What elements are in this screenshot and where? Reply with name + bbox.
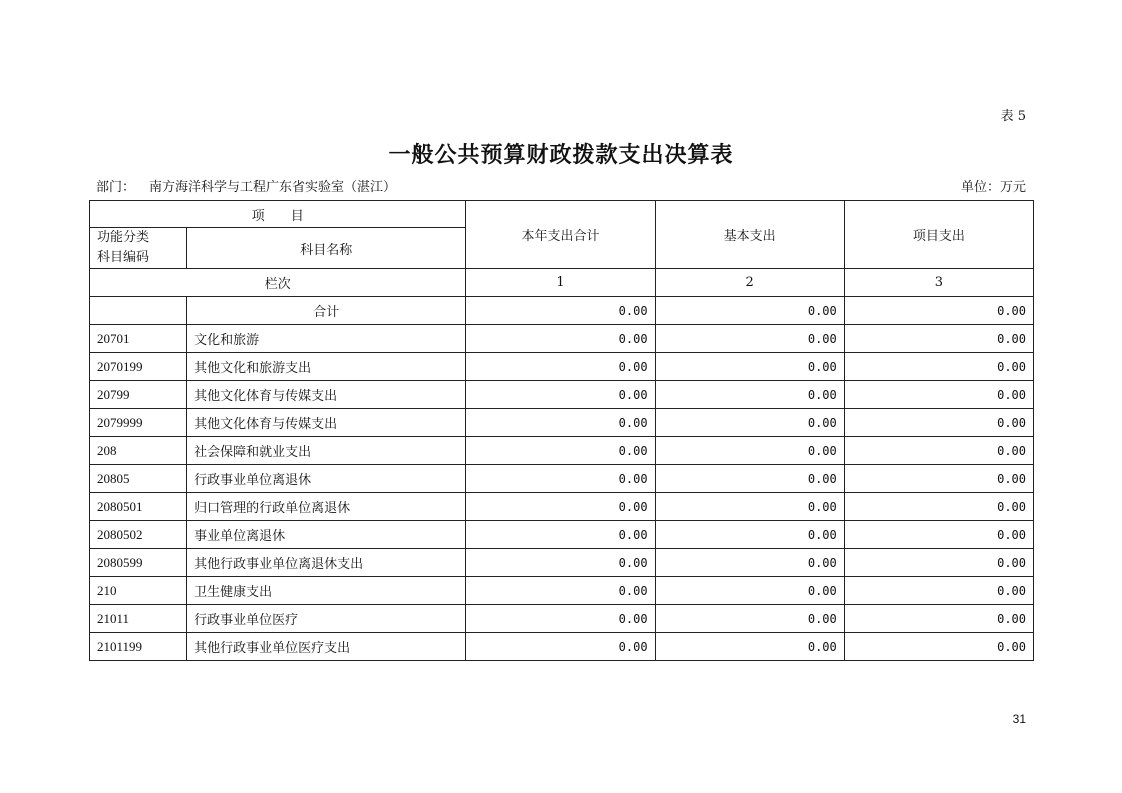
row-code: 20805 [90,465,187,493]
row-total: 0.00 [466,465,655,493]
row-code [90,297,187,325]
table-row [90,409,1034,437]
header-item: 项 目 [90,201,466,228]
row-name: 行政事业单位医疗 [187,605,466,633]
row-name: 文化和旅游 [187,325,466,353]
header-basic: 基本支出 [655,201,844,269]
row-code: 21011 [90,605,187,633]
table-row [90,381,1034,409]
row-name: 其他行政事业单位医疗支出 [187,633,466,661]
row-name: 行政事业单位离退休 [187,465,466,493]
row-total: 0.00 [466,633,655,661]
row-project: 0.00 [844,465,1033,493]
row-basic: 0.00 [655,521,844,549]
row-name: 其他文化和旅游支出 [187,353,466,381]
row-code: 2070199 [90,353,187,381]
row-total: 0.00 [466,577,655,605]
expenditure-table [89,200,1034,661]
row-code: 208 [90,437,187,465]
table-row [90,521,1034,549]
table-row [90,605,1034,633]
row-project: 0.00 [844,605,1033,633]
row-basic: 0.00 [655,577,844,605]
table-row [90,549,1034,577]
row-project: 0.00 [844,297,1033,325]
table-row [90,465,1034,493]
row-project: 0.00 [844,521,1033,549]
table-row [90,633,1034,661]
unit-label: 单位：万元 [960,180,1026,195]
row-project: 0.00 [844,409,1033,437]
header-total: 本年支出合计 [466,201,655,269]
row-name: 其他文化体育与传媒支出 [187,409,466,437]
row-project: 0.00 [844,493,1033,521]
row-name: 其他文化体育与传媒支出 [187,381,466,409]
index-label: 栏次 [90,269,466,297]
row-basic: 0.00 [655,409,844,437]
row-project: 0.00 [844,577,1033,605]
row-name: 社会保障和就业支出 [187,437,466,465]
row-basic: 0.00 [655,633,844,661]
row-total: 0.00 [466,549,655,577]
row-project: 0.00 [844,381,1033,409]
row-total: 0.00 [466,605,655,633]
row-project: 0.00 [844,325,1033,353]
table-row [90,493,1034,521]
table-row [90,325,1034,353]
department-name: 南方海洋科学与工程广东省实验室（湛江） [149,180,397,195]
row-project: 0.00 [844,549,1033,577]
row-basic: 0.00 [655,605,844,633]
table-number: 表 5 [1000,109,1026,124]
row-project: 0.00 [844,353,1033,381]
row-code: 210 [90,577,187,605]
row-total: 0.00 [466,353,655,381]
row-basic: 0.00 [655,549,844,577]
row-name: 卫生健康支出 [187,577,466,605]
department-line [96,176,396,195]
row-name: 其他行政事业单位离退休支出 [187,549,466,577]
index-col-1: 1 [466,269,655,297]
row-basic: 0.00 [655,437,844,465]
row-total: 0.00 [466,437,655,465]
row-total: 0.00 [466,381,655,409]
row-code: 2080599 [90,549,187,577]
row-basic: 0.00 [655,325,844,353]
row-basic: 0.00 [655,465,844,493]
row-name: 归口管理的行政单位离退休 [187,493,466,521]
header-name: 科目名称 [187,228,466,269]
row-code: 2101199 [90,633,187,661]
row-code: 20701 [90,325,187,353]
row-name: 事业单位离退休 [187,521,466,549]
row-total: 0.00 [466,297,655,325]
table-row [90,437,1034,465]
row-basic: 0.00 [655,493,844,521]
department-label: 部门： [96,180,136,195]
row-name: 合计 [187,297,466,325]
table-row [90,577,1034,605]
row-basic: 0.00 [655,297,844,325]
header-code: 功能分类 科目编码 [90,228,187,269]
row-basic: 0.00 [655,353,844,381]
header-project: 项目支出 [844,201,1033,269]
row-total: 0.00 [466,409,655,437]
row-basic: 0.00 [655,381,844,409]
index-col-2: 2 [655,269,844,297]
row-project: 0.00 [844,437,1033,465]
row-total: 0.00 [466,325,655,353]
row-total: 0.00 [466,521,655,549]
page-number: 31 [1012,712,1026,726]
table-row [90,297,1034,325]
index-col-3: 3 [844,269,1033,297]
row-code: 20799 [90,381,187,409]
row-code: 2080501 [90,493,187,521]
row-total: 0.00 [466,493,655,521]
row-project: 0.00 [844,633,1033,661]
table-row [90,353,1034,381]
row-code: 2079999 [90,409,187,437]
page-title: 一般公共预算财政拨款支出决算表 [388,142,734,168]
row-code: 2080502 [90,521,187,549]
